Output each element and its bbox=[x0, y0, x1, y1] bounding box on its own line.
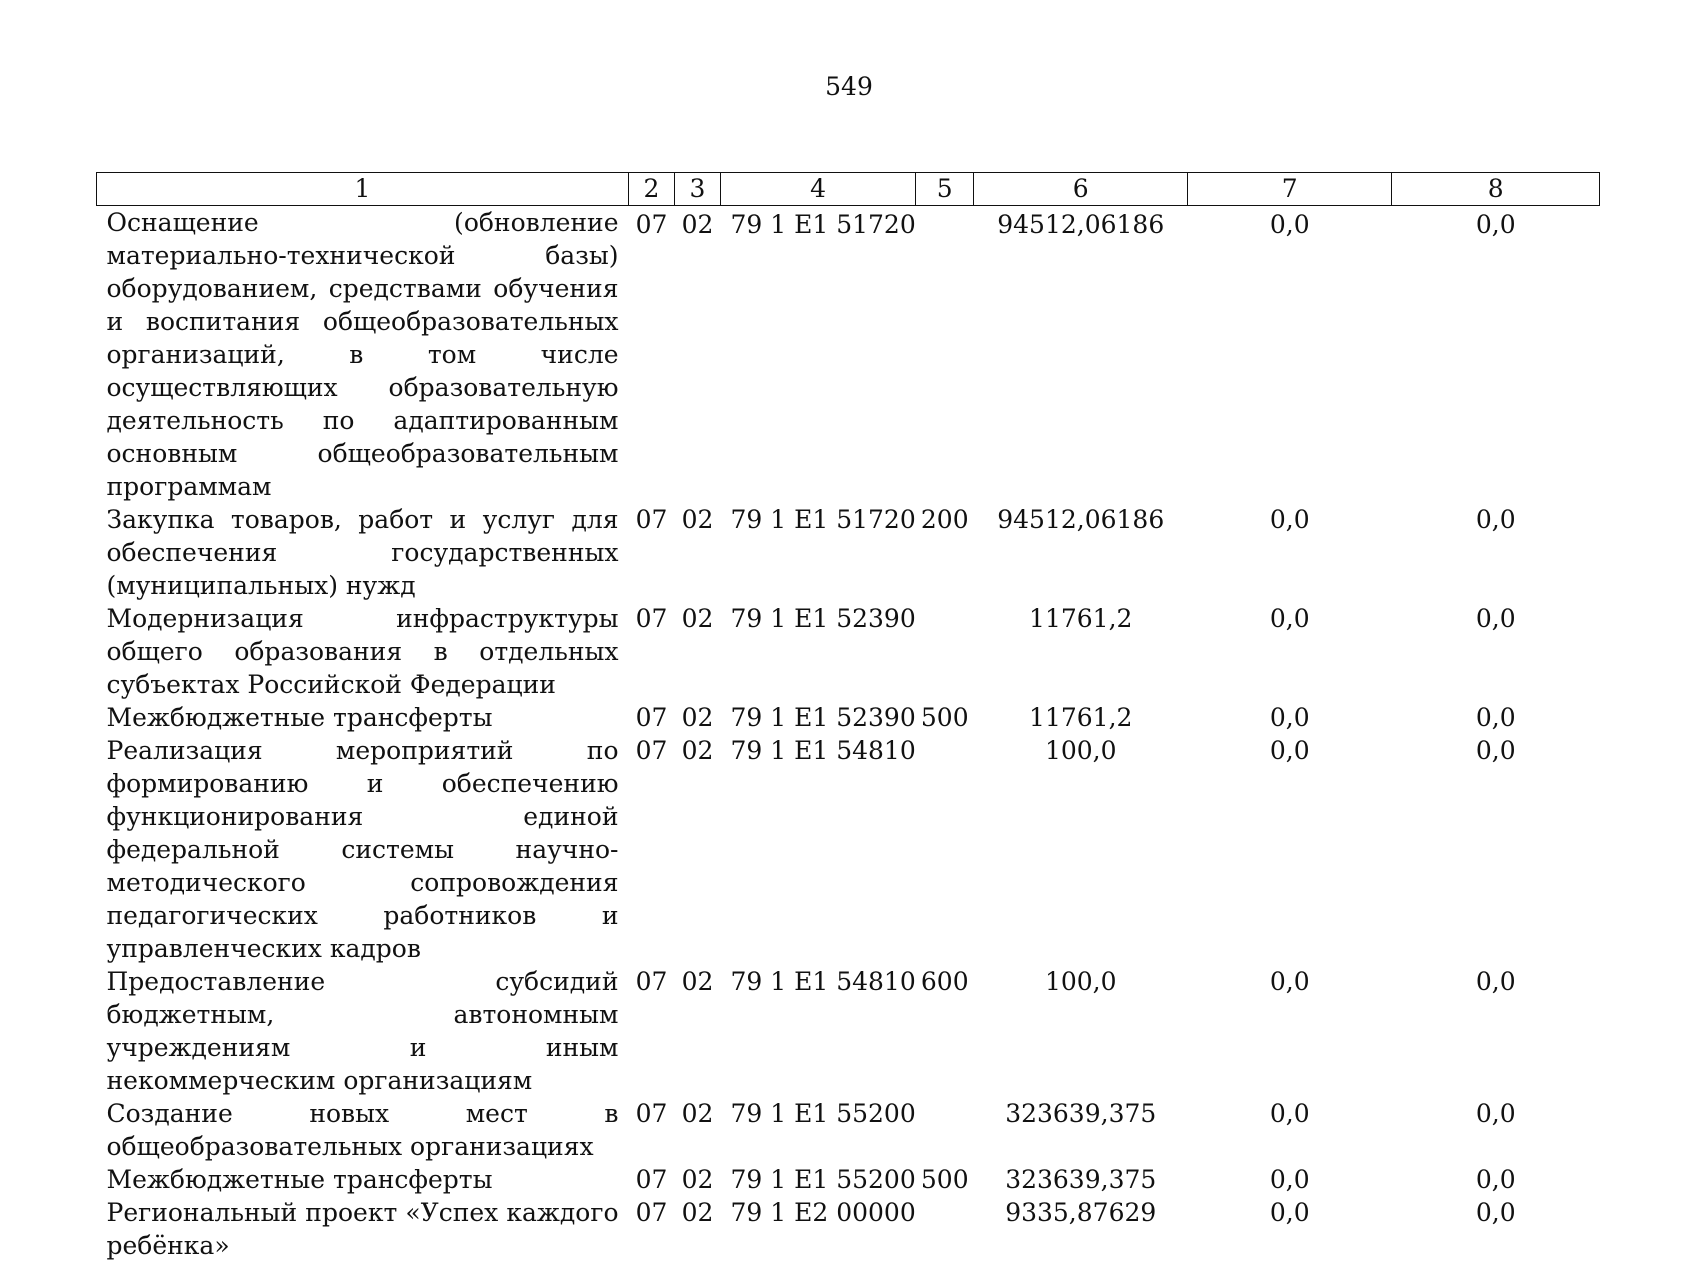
amount-col6: 323639,375 bbox=[974, 1163, 1188, 1196]
amount-col6: 94512,06186 bbox=[974, 503, 1188, 602]
table-row bbox=[97, 734, 1600, 965]
table-row bbox=[97, 1163, 1600, 1196]
amount-col7: 0,0 bbox=[1188, 1163, 1392, 1196]
column-header: 8 bbox=[1392, 173, 1600, 206]
expense-type-code: 500 bbox=[916, 1163, 974, 1196]
section-code: 07 bbox=[629, 503, 675, 602]
column-header: 6 bbox=[974, 173, 1188, 206]
target-article-code: 79 1 E1 55200 bbox=[721, 1097, 916, 1163]
target-article-code: 79 1 E1 52390 bbox=[721, 701, 916, 734]
table-row bbox=[97, 503, 1600, 602]
expense-type-code bbox=[916, 734, 974, 965]
section-code: 07 bbox=[629, 1097, 675, 1163]
amount-col8: 0,0 bbox=[1392, 965, 1600, 1097]
row-name: Межбюджетные трансферты bbox=[97, 1163, 629, 1196]
column-header: 1 bbox=[97, 173, 629, 206]
amount-col6: 323639,375 bbox=[974, 1097, 1188, 1163]
table-row bbox=[97, 602, 1600, 701]
row-name: Оснащение (обновление материально-технической базы) оборудованием, средствами обучения и воспитания общеобразовательных организаций, в том числе осуществляющих образовательную деятельность по адаптированным основным общеобразовательным программам bbox=[97, 206, 629, 504]
amount-col7: 0,0 bbox=[1188, 1097, 1392, 1163]
target-article-code: 79 1 E1 54810 bbox=[721, 965, 916, 1097]
section-code: 07 bbox=[629, 701, 675, 734]
budget-table bbox=[96, 172, 1600, 1262]
amount-col8: 0,0 bbox=[1392, 1097, 1600, 1163]
amount-col7: 0,0 bbox=[1188, 701, 1392, 734]
column-header: 3 bbox=[675, 173, 721, 206]
expense-type-code bbox=[916, 602, 974, 701]
amount-col7: 0,0 bbox=[1188, 965, 1392, 1097]
row-name: Региональный проект «Успех каждого ребёнка» bbox=[97, 1196, 629, 1262]
amount-col7: 0,0 bbox=[1188, 503, 1392, 602]
amount-col7: 0,0 bbox=[1188, 602, 1392, 701]
amount-col7: 0,0 bbox=[1188, 206, 1392, 504]
subsection-code: 02 bbox=[675, 1097, 721, 1163]
table-body bbox=[97, 206, 1600, 1262]
row-name: Предоставление субсидий бюджетным, автономным учреждениям и иным некоммерческим организациям bbox=[97, 965, 629, 1097]
target-article-code: 79 1 E1 51720 bbox=[721, 503, 916, 602]
subsection-code: 02 bbox=[675, 206, 721, 504]
subsection-code: 02 bbox=[675, 965, 721, 1097]
amount-col6: 11761,2 bbox=[974, 701, 1188, 734]
subsection-code: 02 bbox=[675, 1163, 721, 1196]
expense-type-code: 600 bbox=[916, 965, 974, 1097]
subsection-code: 02 bbox=[675, 602, 721, 701]
amount-col8: 0,0 bbox=[1392, 1196, 1600, 1262]
table-row bbox=[97, 1196, 1600, 1262]
section-code: 07 bbox=[629, 602, 675, 701]
amount-col8: 0,0 bbox=[1392, 701, 1600, 734]
expense-type-code bbox=[916, 1196, 974, 1262]
target-article-code: 79 1 E1 55200 bbox=[721, 1163, 916, 1196]
subsection-code: 02 bbox=[675, 734, 721, 965]
expense-type-code: 200 bbox=[916, 503, 974, 602]
amount-col6: 94512,06186 bbox=[974, 206, 1188, 504]
page-number: 549 bbox=[0, 72, 1698, 101]
target-article-code: 79 1 E2 00000 bbox=[721, 1196, 916, 1262]
row-name: Создание новых мест в общеобразовательных организациях bbox=[97, 1097, 629, 1163]
amount-col8: 0,0 bbox=[1392, 602, 1600, 701]
table-row bbox=[97, 206, 1600, 504]
amount-col8: 0,0 bbox=[1392, 1163, 1600, 1196]
amount-col6: 11761,2 bbox=[974, 602, 1188, 701]
amount-col8: 0,0 bbox=[1392, 206, 1600, 504]
amount-col7: 0,0 bbox=[1188, 1196, 1392, 1262]
column-header: 7 bbox=[1188, 173, 1392, 206]
table-row bbox=[97, 1097, 1600, 1163]
header-row bbox=[97, 173, 1600, 206]
amount-col7: 0,0 bbox=[1188, 734, 1392, 965]
subsection-code: 02 bbox=[675, 1196, 721, 1262]
expense-type-code bbox=[916, 1097, 974, 1163]
target-article-code: 79 1 E1 52390 bbox=[721, 602, 916, 701]
amount-col8: 0,0 bbox=[1392, 503, 1600, 602]
section-code: 07 bbox=[629, 965, 675, 1097]
row-name: Модернизация инфраструктуры общего образования в отдельных субъектах Российской Федерации bbox=[97, 602, 629, 701]
expense-type-code bbox=[916, 206, 974, 504]
section-code: 07 bbox=[629, 734, 675, 965]
amount-col6: 100,0 bbox=[974, 965, 1188, 1097]
row-name: Закупка товаров, работ и услуг для обеспечения государственных (муниципальных) нужд bbox=[97, 503, 629, 602]
table-row bbox=[97, 701, 1600, 734]
column-header: 5 bbox=[916, 173, 974, 206]
target-article-code: 79 1 E1 54810 bbox=[721, 734, 916, 965]
amount-col8: 0,0 bbox=[1392, 734, 1600, 965]
target-article-code: 79 1 E1 51720 bbox=[721, 206, 916, 504]
subsection-code: 02 bbox=[675, 503, 721, 602]
section-code: 07 bbox=[629, 1196, 675, 1262]
subsection-code: 02 bbox=[675, 701, 721, 734]
column-header: 4 bbox=[721, 173, 916, 206]
amount-col6: 100,0 bbox=[974, 734, 1188, 965]
section-code: 07 bbox=[629, 206, 675, 504]
amount-col6: 9335,87629 bbox=[974, 1196, 1188, 1262]
section-code: 07 bbox=[629, 1163, 675, 1196]
table-row bbox=[97, 965, 1600, 1097]
expense-type-code: 500 bbox=[916, 701, 974, 734]
row-name: Межбюджетные трансферты bbox=[97, 701, 629, 734]
row-name: Реализация мероприятий по формированию и обеспечению функционирования единой федеральной системы научно-методического сопровождения педагогических работников и управленческих кадров bbox=[97, 734, 629, 965]
column-header: 2 bbox=[629, 173, 675, 206]
